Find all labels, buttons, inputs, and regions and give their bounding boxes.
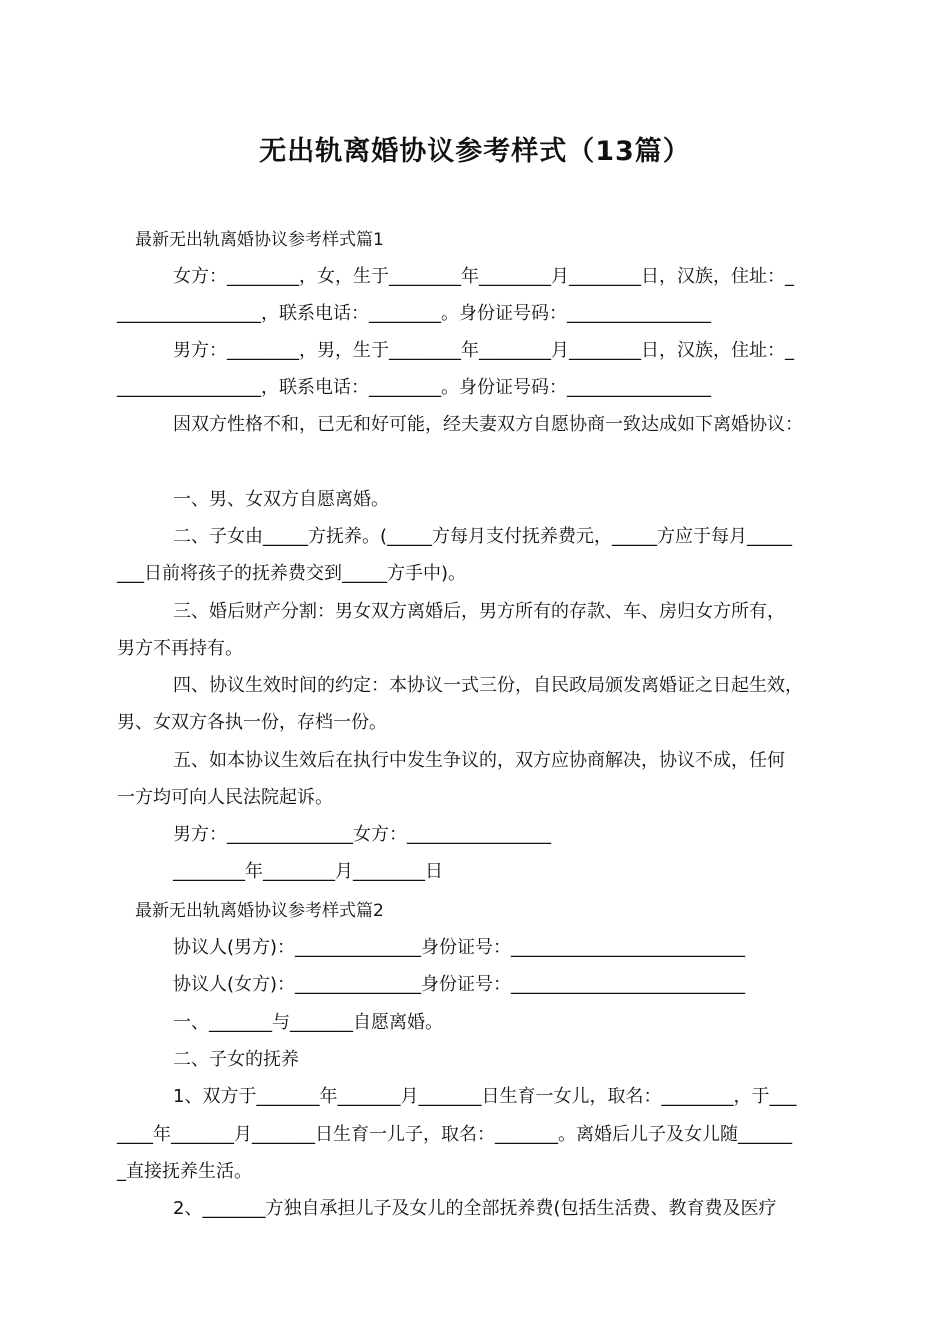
paragraph-line: 三、婚后财产分割：男女双方离婚后，男方所有的存款、车、房归女方所有， xyxy=(173,601,785,622)
paragraph-line: 因双方性格不和，已无和好可能，经夫妻双方自愿协商一致达成如下离婚协议： xyxy=(173,414,803,435)
paragraph-line: 二、子女由_____方抚养。(_____方每月支付抚养费元，_____方应于每月_____ xyxy=(173,526,793,547)
signature-line: 男方：______________女方：________________ xyxy=(173,824,551,845)
paragraph-line: 女方：________，女，生于________年________月________日，汉族，住址：_ xyxy=(173,266,794,287)
paragraph-line: 五、如本协议生效后在执行中发生争议的，双方应协商解决，协议不成，任何 xyxy=(173,750,785,771)
paragraph-line: 协议人(男方)：______________身份证号：__________________________ xyxy=(173,937,746,958)
paragraph-line: 男方不再持有。 xyxy=(117,638,243,659)
paragraph-line: 四、协议生效时间的约定：本协议一式三份，自民政局颁发离婚证之日起生效， xyxy=(173,675,803,696)
paragraph-line: 一、_______与_______自愿离婚。 xyxy=(173,1012,443,1033)
paragraph-line: _直接抚养生活。 xyxy=(117,1161,252,1182)
paragraph-line: 男、女双方各执一份，存档一份。 xyxy=(117,712,387,733)
paragraph-line: 二、子女的抚养 xyxy=(173,1049,299,1070)
date-line: ________年________月________日 xyxy=(173,861,443,882)
paragraph-line: 2、_______方独自承担儿子及女儿的全部抚养费(包括生活费、教育费及医疗 xyxy=(173,1198,777,1219)
document-title: 无出轨离婚协议参考样式（13篇） xyxy=(259,136,691,167)
paragraph-line: 1、双方于_______年_______月_______日生育一女儿，取名：________，于___ xyxy=(173,1086,797,1107)
paragraph-line: ________________，联系电话：________。身份证号码：________________ xyxy=(117,303,711,324)
paragraph-line: 一方均可向人民法院起诉。 xyxy=(117,787,333,808)
paragraph-line: ___日前将孩子的抚养费交到_____方手中)。 xyxy=(117,563,467,584)
section-heading-2: 最新无出轨离婚协议参考样式篇2 xyxy=(135,901,384,921)
section-heading-1: 最新无出轨离婚协议参考样式篇1 xyxy=(135,230,384,250)
paragraph-line: ________________，联系电话：________。身份证号码：________________ xyxy=(117,377,711,398)
paragraph-line: 协议人(女方)：______________身份证号：__________________________ xyxy=(173,974,746,995)
paragraph-line: ____年_______月_______日生育一儿子，取名：_______。离婚后儿子及女儿随______ xyxy=(117,1124,792,1145)
paragraph-line: 一、男、女双方自愿离婚。 xyxy=(173,489,389,510)
paragraph-line: 男方：________，男，生于________年________月________日，汉族，住址：_ xyxy=(173,340,794,361)
